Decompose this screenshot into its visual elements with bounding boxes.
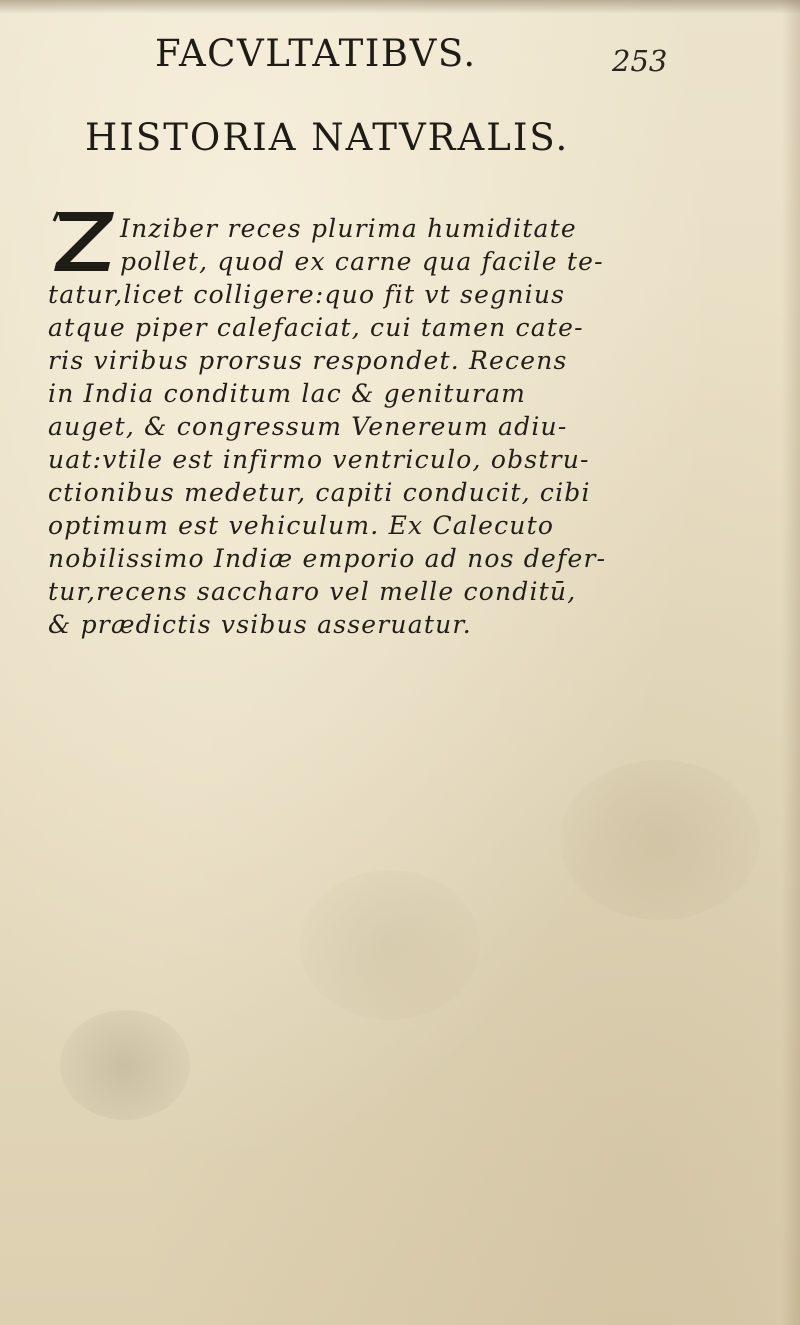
- text-line: tatur,licet colligere:quo fit vt segnius: [48, 280, 566, 309]
- text-line: tur,recens saccharo vel melle conditū,: [48, 577, 577, 606]
- running-head: FACVLTATIBVS.: [155, 32, 477, 75]
- text-line: ris viribus prorsus respondet. Recens: [48, 346, 568, 375]
- text-line: pollet, quod ex carne qua facile te-: [120, 247, 604, 276]
- text-line: auget, & congressum Venereum adiu-: [48, 412, 568, 441]
- section-title: HISTORIA NATVRALIS.: [85, 116, 570, 159]
- page-number: 253: [612, 44, 668, 78]
- page-top-shadow: [0, 0, 800, 14]
- text-line: & prædictis vsibus asseruatur.: [48, 610, 472, 639]
- drop-cap-z: [52, 208, 116, 274]
- page-right-shadow: [782, 0, 800, 1325]
- paper-stain: [560, 760, 760, 920]
- paper-stain: [60, 1010, 190, 1120]
- text-line: atque piper calefaciat, cui tamen cate-: [48, 313, 584, 342]
- paper-stain: [300, 870, 480, 1020]
- text-line: in India conditum lac & genituram: [48, 379, 527, 408]
- text-line: ctionibus medetur, capiti conducit, cibi: [48, 478, 591, 507]
- text-line: optimum est vehiculum. Ex Calecuto: [48, 511, 555, 540]
- text-line: nobilissimo Indiæ emporio ad nos defer-: [48, 544, 607, 573]
- text-line: uat:vtile est infirmo ventriculo, obstru-: [48, 445, 590, 474]
- text-line: Inziber reces plurima humiditate: [120, 214, 577, 243]
